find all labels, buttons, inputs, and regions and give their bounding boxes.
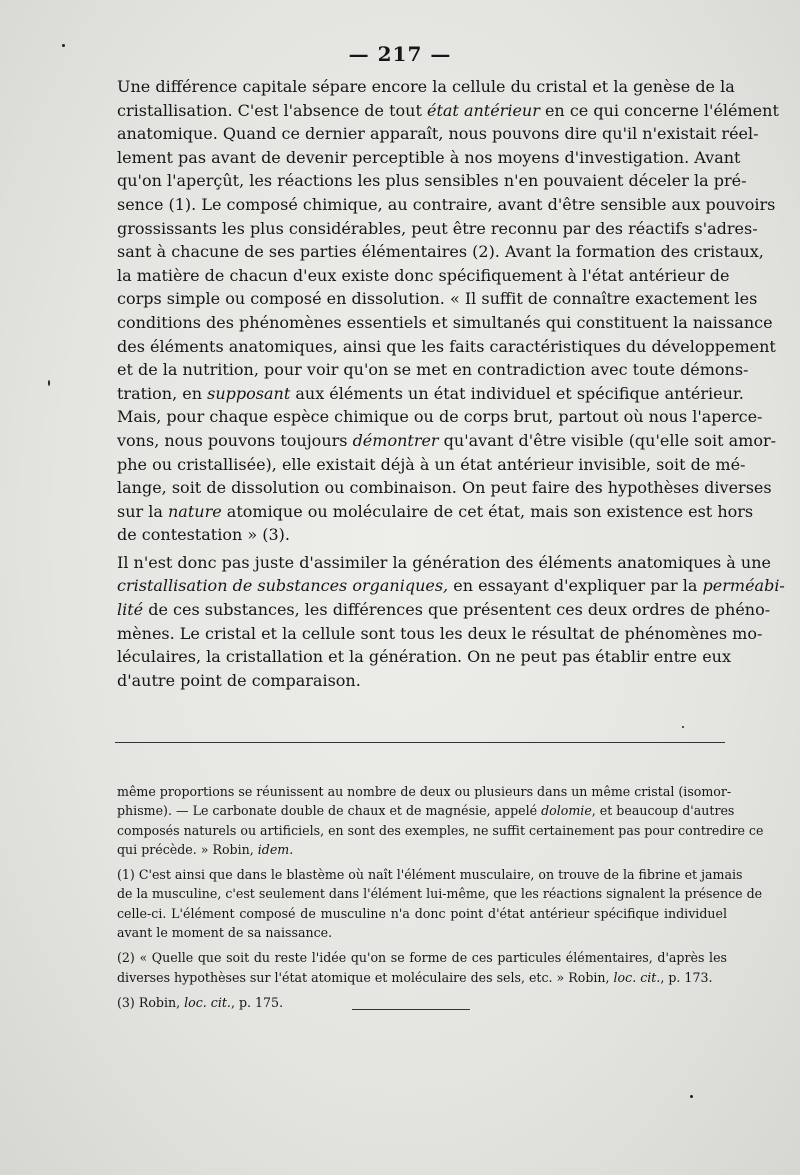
print-speck	[62, 44, 65, 47]
italic-text: supposant	[207, 383, 291, 403]
text-run: sant à chacune de ses parties élémentaires (2). Avant la formation des cristaux,	[117, 242, 764, 262]
italic-text: loc. cit.	[613, 969, 661, 985]
text-run: sence (1). Le composé chimique, au contraire, avant d'être sensible aux pouvoirs	[117, 194, 776, 214]
text-run: sur la	[117, 501, 168, 521]
text-line	[117, 865, 743, 884]
italic-text: état antérieur	[426, 100, 540, 120]
text-line	[117, 801, 735, 820]
text-line	[117, 146, 741, 170]
text-run: (2) « Quelle que soit du reste l'idée qu'on se forme de ces particules élémentaires, d'après les	[117, 950, 727, 966]
text-run: qui précède. » Robin,	[117, 841, 258, 857]
paragraph	[117, 75, 779, 547]
text-line	[117, 476, 772, 500]
text-run: lange, soit de dissolution ou combinaison. On peut faire des hypothèses diverses	[117, 478, 772, 498]
page-number: — 217 —	[348, 42, 452, 66]
text-run: lement pas avant de devenir perceptible à nos moyens d'investigation. Avant	[117, 147, 741, 167]
text-line	[117, 405, 763, 429]
text-line	[117, 453, 746, 477]
italic-text: cristallisation de substances organiques,	[117, 576, 449, 596]
print-speck	[682, 726, 684, 728]
text-line	[117, 840, 727, 859]
text-run: avant le moment de sa naissance.	[117, 925, 333, 941]
text-run: grossissants les plus considérables, peut être reconnu par des réactifs s'adres-	[117, 218, 758, 238]
italic-text: nature	[168, 501, 222, 521]
text-run: de la musculine, c'est seulement dans l'élément lui-même, que les réactions signalent la présence de	[117, 886, 763, 902]
text-line	[117, 574, 785, 598]
text-run: conditions des phénomènes essentiels et simultanés qui constituent la naissance	[117, 312, 773, 332]
text-line	[117, 99, 779, 123]
text-run: celle-ci. L'élément composé de musculine n'a donc point d'état antérieur spécifique individuel	[117, 905, 727, 921]
text-line	[117, 523, 727, 547]
text-run: vons, nous pouvons toujours	[117, 430, 353, 450]
text-line	[117, 240, 764, 264]
text-run: , et beaucoup d'autres	[591, 803, 735, 819]
text-line	[117, 622, 763, 646]
text-line	[117, 335, 776, 359]
footnote	[117, 865, 763, 942]
text-line	[117, 551, 771, 575]
text-run: en essayant d'expliquer par la	[448, 576, 703, 596]
text-run: diverses hypothèses sur l'état atomique et moléculaire des sels, etc. » Robin,	[117, 969, 614, 985]
italic-text: loc. cit.	[184, 994, 231, 1010]
end-rule	[352, 1009, 470, 1010]
text-run: Une différence capitale sépare encore la cellule du cristal et la genèse de la	[117, 77, 735, 96]
paragraph	[117, 551, 785, 693]
text-run: phe ou cristallisée), elle existait déjà à un état antérieur invisible, soit de mé-	[117, 454, 746, 474]
text-line	[117, 217, 758, 241]
text-run: Mais, pour chaque espèce chimique ou de corps brut, partout où nous l'aperce-	[117, 407, 763, 427]
text-run: corps simple ou composé en dissolution. « Il suffit de connaître exactement les	[117, 289, 758, 309]
italic-text: dolomie	[541, 803, 592, 819]
text-run: de contestation » (3).	[117, 525, 290, 545]
text-line	[117, 311, 773, 335]
text-run: (1) C'est ainsi que dans le blastème où naît l'élément musculaire, on trouve de la fibrine et jamais	[117, 867, 743, 883]
text-line	[117, 904, 727, 923]
text-line	[117, 264, 730, 288]
text-line	[117, 75, 735, 99]
text-run: anatomique. Quand ce dernier apparaît, nous pouvons dire qu'il n'existait réel-	[117, 124, 759, 144]
text-line	[117, 782, 732, 801]
italic-text: idem.	[257, 841, 294, 857]
text-line	[117, 968, 727, 987]
text-run: atomique ou moléculaire de cet état, mais son existence est hors	[221, 501, 754, 521]
footnote	[117, 948, 727, 987]
footnote	[117, 782, 764, 859]
text-run: aux éléments un état individuel et spécifique antérieur.	[290, 383, 744, 403]
text-run: , p. 175.	[230, 994, 284, 1010]
text-run: et de la nutrition, pour voir qu'on se met en contradiction avec toute démons-	[117, 360, 749, 380]
text-run: léculaires, la cristallation et la génération. On ne peut pas établir entre eux	[117, 647, 731, 667]
footnote-separator-rule	[115, 742, 725, 743]
italic-text: perméabi-	[702, 576, 785, 596]
text-line	[117, 598, 771, 622]
text-line	[117, 429, 777, 453]
text-run: en ce qui concerne l'élément	[539, 100, 779, 120]
text-run: composés naturels ou artificiels, en sont des exemples, ne suffit certainement pas pour contredire ce	[117, 822, 764, 838]
text-line	[117, 821, 764, 840]
italic-text: lité	[117, 600, 144, 620]
text-run: Il n'est donc pas juste d'assimiler la génération des éléments anatomiques à une	[117, 552, 771, 572]
text-run: des éléments anatomiques, ainsi que les faits caractéristiques du développement	[117, 336, 776, 356]
text-line	[117, 923, 727, 942]
text-run: cristallisation. C'est l'absence de tout	[117, 100, 427, 120]
text-run: même proportions se réunissent au nombre de deux ou plusieurs dans un même cristal (isomor-	[117, 784, 732, 799]
text-line	[117, 645, 731, 669]
print-speck	[690, 1095, 693, 1098]
text-line	[117, 669, 727, 693]
text-run: de ces substances, les différences que présentent ces deux ordres de phéno-	[143, 600, 771, 620]
text-line	[117, 382, 744, 406]
text-run: phisme). — Le carbonate double de chaux et de magnésie, appelé	[117, 803, 542, 819]
italic-text: démontrer	[352, 430, 439, 450]
main-text	[117, 75, 785, 692]
text-line	[117, 193, 776, 217]
text-line	[117, 884, 763, 903]
footnotes	[117, 782, 764, 1012]
text-run: la matière de chacun d'eux existe donc spécifiquement à l'état antérieur de	[117, 265, 730, 285]
text-line	[117, 287, 758, 311]
text-run: d'autre point de comparaison.	[117, 670, 361, 690]
text-run: , p. 173.	[660, 969, 713, 985]
text-line	[117, 169, 747, 193]
text-line	[117, 122, 759, 146]
text-line	[117, 500, 754, 524]
text-line	[117, 358, 749, 382]
text-run: qu'avant d'être visible (qu'elle soit amor-	[438, 430, 777, 450]
text-run: qu'on l'aperçût, les réactions les plus sensibles n'en pouvaient déceler la pré-	[117, 171, 747, 191]
print-speck	[48, 380, 50, 386]
text-run: (3) Robin,	[117, 994, 185, 1010]
text-run: mènes. Le cristal et la cellule sont tous les deux le résultat de phénomènes mo-	[117, 623, 763, 643]
text-line	[117, 948, 727, 967]
text-run: tration, en	[117, 383, 208, 403]
